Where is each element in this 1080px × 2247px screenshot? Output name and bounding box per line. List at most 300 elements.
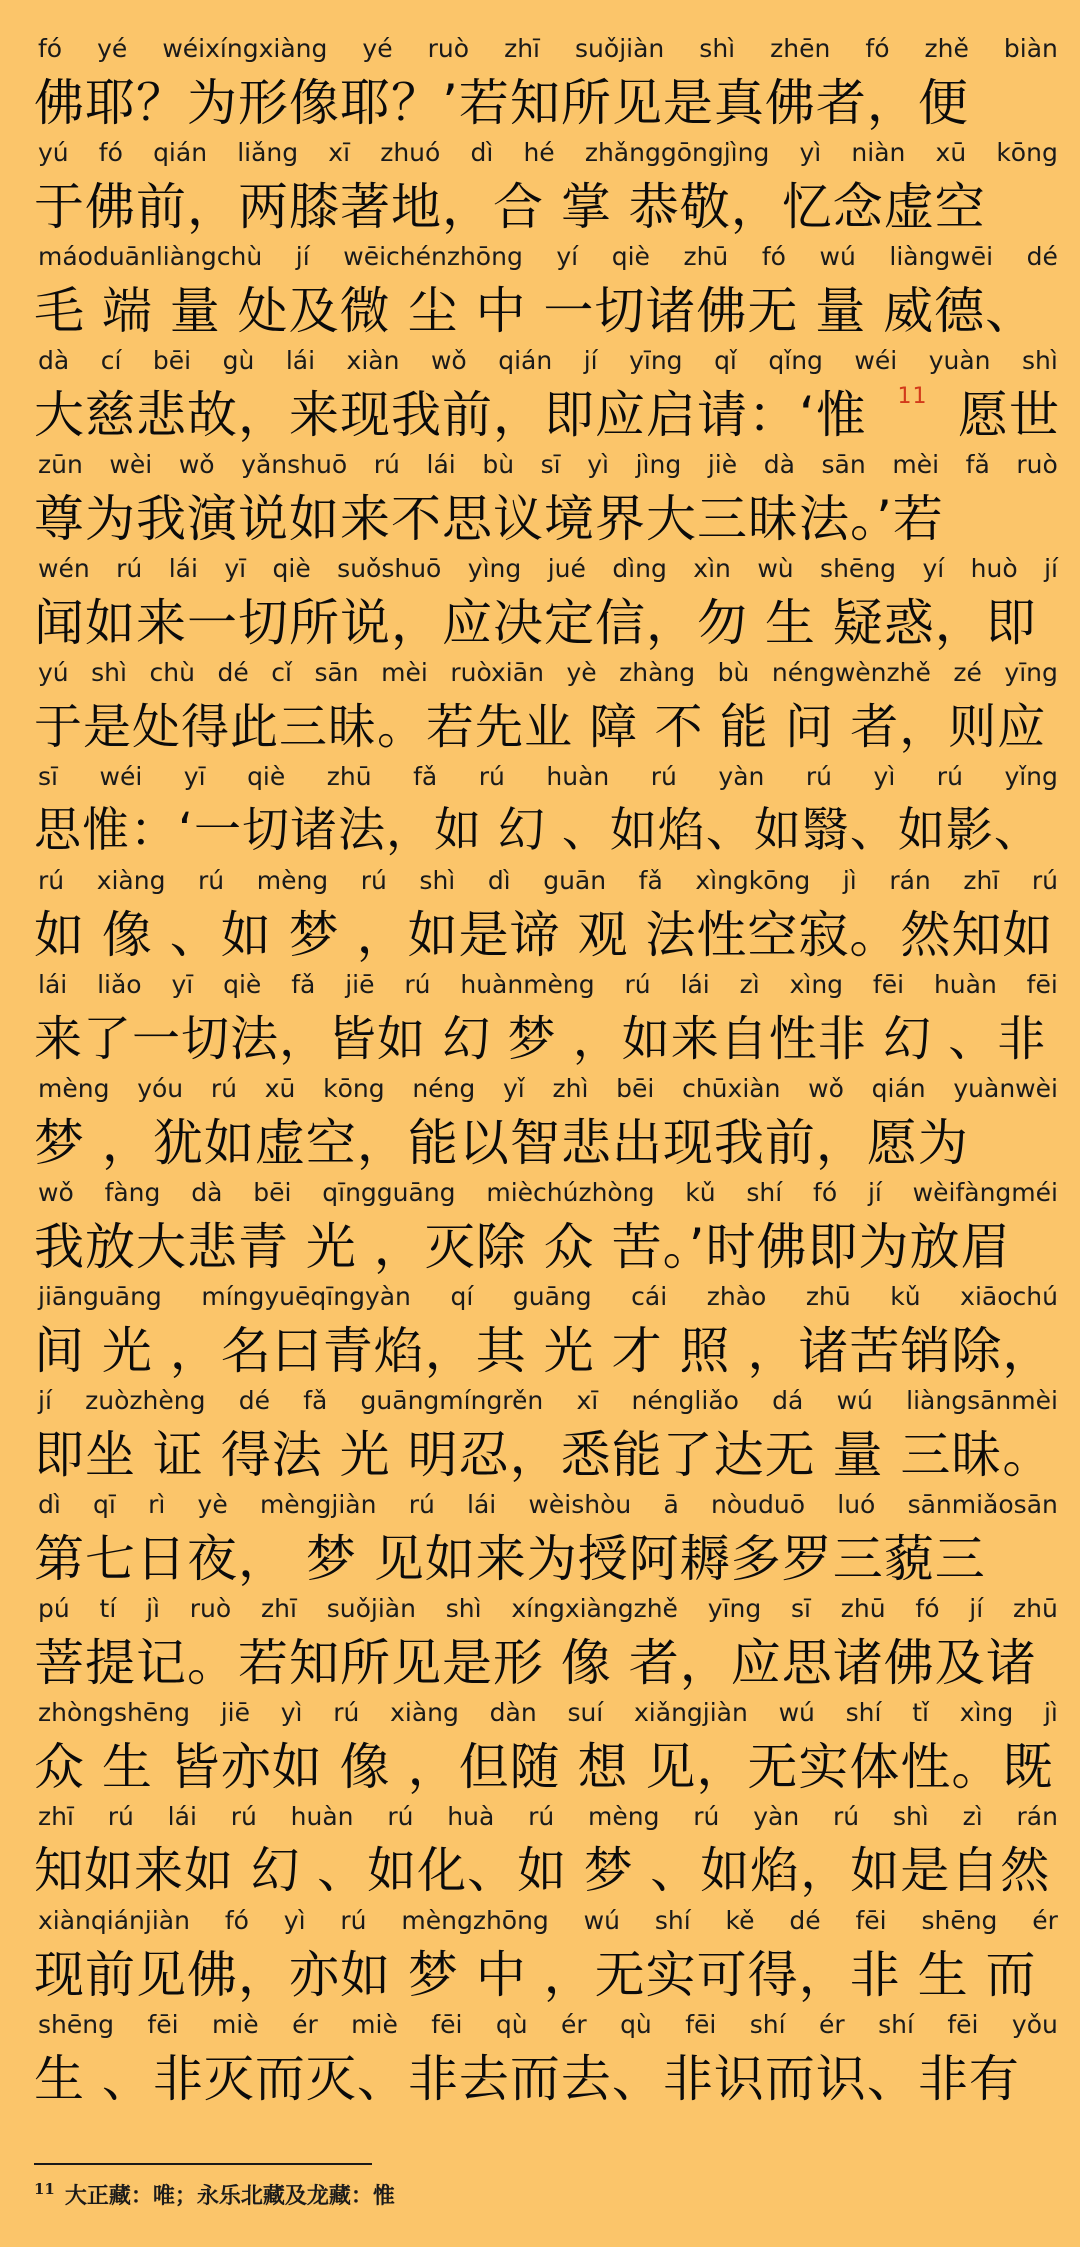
pinyin-syllable: liàngsānmèi bbox=[906, 1386, 1058, 1415]
pinyin-syllable: shì bbox=[892, 1802, 929, 1831]
pinyin-syllable: rú bbox=[528, 1802, 555, 1831]
pinyin-syllable: fēi bbox=[685, 2010, 717, 2039]
pinyin-syllable: máoduānliàngchù bbox=[38, 242, 263, 271]
pinyin-syllable: xiàn bbox=[346, 346, 400, 375]
pinyin-line bbox=[38, 238, 1058, 276]
pinyin-syllable: lái bbox=[168, 554, 198, 583]
pinyin-line bbox=[38, 2006, 1058, 2044]
hanzi-line: 我放大悲青 光 ，灭除 众 苦。’时佛即为放眉 bbox=[34, 1218, 1012, 1276]
pinyin-syllable: zhòngshēng bbox=[38, 1698, 190, 1727]
pinyin-syllable: bēi bbox=[616, 1074, 655, 1103]
pinyin-syllable: jiè bbox=[707, 450, 738, 479]
pinyin-syllable: dá bbox=[772, 1386, 804, 1415]
hanzi-segment: 大慈悲故，来现我前，即应启请：‘惟 bbox=[34, 386, 867, 444]
pinyin-syllable: xiàng bbox=[390, 1698, 459, 1727]
footnote-marker[interactable]: 11 bbox=[897, 384, 928, 409]
pinyin-syllable: fó bbox=[98, 138, 123, 167]
footnote bbox=[34, 2176, 395, 2216]
pinyin-syllable: fó bbox=[38, 34, 63, 63]
pinyin-syllable: kōng bbox=[996, 138, 1058, 167]
pinyin-syllable: qián bbox=[498, 346, 553, 375]
pinyin-syllable: ér bbox=[292, 2010, 318, 2039]
pinyin-syllable: bēi bbox=[253, 1178, 292, 1207]
pinyin-syllable: shì bbox=[445, 1594, 482, 1623]
pinyin-syllable: jí bbox=[969, 1594, 984, 1623]
pinyin-syllable: rú bbox=[210, 1074, 237, 1103]
pinyin-syllable: shēng bbox=[820, 554, 897, 583]
pinyin-syllable: wéixíngxiàng bbox=[162, 34, 328, 63]
pinyin-syllable: ér bbox=[560, 2010, 587, 2039]
pinyin-syllable: mèng bbox=[256, 866, 329, 895]
pinyin-syllable: rú bbox=[650, 762, 677, 791]
pinyin-syllable: yú bbox=[38, 138, 69, 167]
pinyin-syllable: fēi bbox=[872, 970, 905, 999]
pinyin-syllable: zì bbox=[962, 1802, 983, 1831]
pinyin-syllable: rú bbox=[404, 970, 431, 999]
text-line bbox=[0, 2006, 1080, 2110]
pinyin-syllable: wú bbox=[583, 1906, 620, 1935]
hanzi-line: 即坐 证 得法 光 明忍，悉能了达无 量 三昧。 bbox=[34, 1426, 1054, 1484]
pinyin-syllable: néngwènzhě bbox=[771, 658, 931, 687]
text-line bbox=[0, 1278, 1080, 1382]
pinyin-syllable: shí bbox=[746, 1178, 783, 1207]
pinyin-syllable: liǎng bbox=[237, 138, 299, 167]
hanzi-line-with-footnote bbox=[34, 384, 1060, 446]
pinyin-syllable: rán bbox=[889, 866, 931, 895]
pinyin-syllable: mièchúzhòng bbox=[486, 1178, 655, 1207]
pinyin-syllable: fēi bbox=[855, 1906, 887, 1935]
hanzi-line: 思惟：‘一切诸法，如 幻 、如焰、如翳、如影、 bbox=[34, 803, 1042, 858]
pinyin-line bbox=[38, 1174, 1058, 1212]
pinyin-syllable: rú bbox=[833, 1802, 860, 1831]
pinyin-syllable: xìng bbox=[789, 970, 844, 999]
pinyin-syllable: guāngmíngrěn bbox=[360, 1386, 544, 1415]
pinyin-syllable: yé bbox=[362, 34, 393, 63]
pinyin-syllable: fǎ bbox=[965, 450, 990, 479]
pinyin-syllable: yǒu bbox=[1011, 2010, 1058, 2039]
pinyin-syllable: mèi bbox=[892, 450, 940, 479]
pinyin-syllable: zhàng bbox=[619, 658, 696, 687]
pinyin-syllable: lái bbox=[426, 450, 456, 479]
pinyin-syllable: wǒ bbox=[38, 1178, 74, 1207]
pinyin-syllable: yàn bbox=[753, 1802, 800, 1831]
pinyin-syllable: jí bbox=[1044, 554, 1058, 583]
pinyin-syllable: yīng bbox=[1004, 658, 1058, 687]
pinyin-syllable: rì bbox=[148, 1490, 166, 1519]
pinyin-syllable: yè bbox=[197, 1490, 228, 1519]
pinyin-syllable: shí bbox=[845, 1698, 882, 1727]
pinyin-syllable: huàn bbox=[290, 1802, 354, 1831]
hanzi-line: 梦 ，犹如虚空，能以智悲出现我前，愿为 bbox=[34, 1114, 969, 1172]
pinyin-syllable: liǎo bbox=[97, 970, 142, 999]
pinyin-syllable: fó bbox=[224, 1906, 249, 1935]
pinyin-line bbox=[38, 1902, 1058, 1940]
text-line bbox=[0, 238, 1080, 342]
pinyin-syllable: yóu bbox=[137, 1074, 184, 1103]
pinyin-syllable: yǎnshuō bbox=[241, 450, 348, 479]
pinyin-syllable: zhī bbox=[260, 1594, 297, 1623]
pinyin-syllable: rú bbox=[478, 762, 505, 791]
pinyin-syllable: bēi bbox=[152, 346, 192, 375]
pinyin-syllable: jì bbox=[146, 1594, 160, 1623]
pinyin-syllable: rú bbox=[340, 1906, 367, 1935]
pinyin-syllable: rú bbox=[38, 866, 65, 895]
pinyin-syllable: suǒjiàn bbox=[326, 1594, 416, 1623]
pinyin-syllable: wú bbox=[836, 1386, 873, 1415]
pinyin-syllable: jiē bbox=[220, 1698, 250, 1727]
pinyin-syllable: zhào bbox=[706, 1282, 767, 1311]
pinyin-syllable: kǔ bbox=[685, 1178, 716, 1207]
pinyin-syllable: chù bbox=[149, 658, 195, 687]
pinyin-syllable: wéi bbox=[99, 762, 143, 791]
pinyin-syllable: guāng bbox=[512, 1282, 592, 1311]
pinyin-syllable: fǎ bbox=[303, 1386, 328, 1415]
text-line bbox=[0, 446, 1080, 550]
pinyin-syllable: dì bbox=[487, 866, 511, 895]
pinyin-syllable: yí bbox=[556, 242, 579, 271]
pinyin-syllable: dé bbox=[1026, 242, 1058, 271]
text-line bbox=[0, 758, 1080, 862]
hanzi-line: 间 光 ，名曰青焰，其 光 才 照 ，诸苦销除， bbox=[34, 1322, 1054, 1380]
pinyin-syllable: fēi bbox=[1026, 970, 1058, 999]
text-line bbox=[0, 966, 1080, 1070]
pinyin-syllable: shì bbox=[699, 34, 736, 63]
pinyin-syllable: fó bbox=[865, 34, 890, 63]
pinyin-syllable: yì bbox=[283, 1906, 306, 1935]
text-line bbox=[0, 862, 1080, 966]
pinyin-syllable: ā bbox=[663, 1490, 679, 1519]
pinyin-syllable: rú bbox=[373, 450, 400, 479]
pinyin-syllable: miè bbox=[211, 2010, 259, 2039]
pinyin-syllable: biàn bbox=[1003, 34, 1058, 63]
pinyin-syllable: shì bbox=[419, 866, 456, 895]
pinyin-syllable: dà bbox=[38, 346, 70, 375]
text-line bbox=[0, 1902, 1080, 2006]
pinyin-syllable: fēi bbox=[147, 2010, 179, 2039]
pinyin-syllable: tí bbox=[99, 1594, 117, 1623]
hanzi-line: 佛耶？为形像耶？’若知所见是真佛者，便 bbox=[34, 74, 969, 132]
pinyin-syllable: rú bbox=[624, 970, 651, 999]
pinyin-syllable: yīng bbox=[629, 346, 683, 375]
pinyin-syllable: xiàng bbox=[96, 866, 166, 895]
pinyin-syllable: rú bbox=[408, 1490, 435, 1519]
pinyin-syllable: dì bbox=[38, 1490, 61, 1519]
pinyin-syllable: zhǎnggōngjìng bbox=[584, 138, 770, 167]
pinyin-syllable: yī bbox=[171, 970, 194, 999]
pinyin-syllable: zì bbox=[739, 970, 760, 999]
pinyin-syllable: ruò bbox=[1016, 450, 1058, 479]
pinyin-syllable: yè bbox=[566, 658, 597, 687]
hanzi-line: 于佛前，两膝著地，合 掌 恭敬，忆念虚空 bbox=[34, 178, 986, 236]
pinyin-syllable: xī bbox=[328, 138, 351, 167]
pinyin-syllable: wèishòu bbox=[528, 1490, 632, 1519]
pinyin-syllable: guān bbox=[543, 866, 607, 895]
pinyin-line bbox=[38, 1694, 1058, 1732]
pinyin-line bbox=[38, 134, 1058, 172]
pinyin-syllable: rú bbox=[333, 1698, 360, 1727]
pinyin-syllable: jué bbox=[547, 554, 586, 583]
pinyin-syllable: shì bbox=[91, 658, 127, 687]
pinyin-syllable: fǎ bbox=[638, 866, 663, 895]
pinyin-syllable: ér bbox=[1032, 1906, 1058, 1935]
pinyin-syllable: dé bbox=[238, 1386, 270, 1415]
pinyin-syllable: wú bbox=[778, 1698, 815, 1727]
pinyin-syllable: rú bbox=[1031, 866, 1058, 895]
hanzi-line: 菩提记。若知所见是形 像 者，应思诸佛及诸 bbox=[34, 1634, 1037, 1692]
pinyin-syllable: rú bbox=[387, 1802, 414, 1831]
pinyin-syllable: liàngwēi bbox=[889, 242, 994, 271]
pinyin-syllable: qǐ bbox=[714, 346, 737, 375]
pinyin-syllable: rú bbox=[805, 762, 833, 791]
pinyin-syllable: wǒ bbox=[808, 1074, 844, 1103]
pinyin-syllable: jí bbox=[867, 1178, 882, 1207]
pinyin-syllable: wēichénzhōng bbox=[343, 242, 523, 271]
pinyin-syllable: qián bbox=[871, 1074, 926, 1103]
pinyin-syllable: zhī bbox=[504, 34, 540, 63]
pinyin-syllable: dà bbox=[191, 1178, 223, 1207]
pinyin-syllable: rú bbox=[693, 1802, 720, 1831]
pinyin-syllable: lái bbox=[285, 346, 316, 375]
pinyin-syllable: ér bbox=[819, 2010, 845, 2039]
pinyin-line bbox=[38, 1070, 1058, 1108]
pinyin-syllable: mèng bbox=[588, 1802, 660, 1831]
pinyin-line bbox=[38, 1798, 1058, 1836]
text-line bbox=[0, 30, 1080, 134]
pinyin-syllable: qián bbox=[153, 138, 208, 167]
pinyin-syllable: huàn bbox=[546, 762, 610, 791]
text-line bbox=[0, 1590, 1080, 1694]
pinyin-syllable: qiè bbox=[611, 242, 650, 271]
pinyin-syllable: zhě bbox=[924, 34, 969, 63]
pinyin-syllable: mèngzhōng bbox=[401, 1906, 549, 1935]
pinyin-syllable: shí bbox=[749, 2010, 786, 2039]
pinyin-syllable: bù bbox=[717, 658, 750, 687]
pinyin-syllable: sī bbox=[791, 1594, 811, 1623]
pinyin-syllable: sān bbox=[314, 658, 359, 687]
pinyin-syllable: zhēn bbox=[770, 34, 831, 63]
pinyin-syllable: jí bbox=[583, 346, 598, 375]
pinyin-syllable: zhī bbox=[38, 1802, 74, 1831]
pinyin-syllable: dé bbox=[217, 658, 249, 687]
pinyin-syllable: yí bbox=[922, 554, 945, 583]
pinyin-syllable: hé bbox=[523, 138, 555, 167]
pinyin-syllable: qīngguāng bbox=[322, 1178, 456, 1207]
pinyin-syllable: shì bbox=[1022, 346, 1058, 375]
text-line bbox=[0, 1694, 1080, 1798]
pinyin-syllable: dìng bbox=[612, 554, 667, 583]
pinyin-syllable: xìn bbox=[693, 554, 731, 583]
pinyin-syllable: yì bbox=[280, 1698, 303, 1727]
pinyin-syllable: shí bbox=[878, 2010, 914, 2039]
pinyin-syllable: shēng bbox=[921, 1906, 998, 1935]
hanzi-line: 现前见佛，亦如 梦 中 ，无实可得，非 生 而 bbox=[34, 1946, 1037, 2004]
hanzi-line: 知如来如 幻 、如化、如 梦 、如焰，如是自然 bbox=[34, 1842, 1051, 1899]
pinyin-syllable: yī bbox=[183, 762, 206, 791]
pinyin-syllable: pú bbox=[38, 1594, 70, 1623]
pinyin-syllable: xiǎngjiàn bbox=[634, 1698, 748, 1727]
pinyin-syllable: jiānguāng bbox=[38, 1282, 162, 1311]
hanzi-line: 闻如来一切所说，应决定信，勿 生 疑惑，即 bbox=[34, 594, 1037, 652]
pinyin-syllable: ruòxiān bbox=[450, 658, 544, 687]
pinyin-syllable: kōng bbox=[323, 1074, 385, 1103]
pinyin-syllable: niàn bbox=[851, 138, 906, 167]
pinyin-syllable: jí bbox=[295, 242, 310, 271]
pinyin-syllable: mèng bbox=[38, 1074, 110, 1103]
pinyin-syllable: qiè bbox=[272, 554, 311, 583]
pinyin-syllable: fó bbox=[761, 242, 786, 271]
pinyin-syllable: dì bbox=[470, 138, 494, 167]
pinyin-syllable: xī bbox=[576, 1386, 599, 1415]
text-line bbox=[0, 1174, 1080, 1278]
hanzi-line: 第七日夜， 梦 见如来为授阿耨多罗三藐三 bbox=[34, 1530, 986, 1588]
pinyin-syllable: wǒ bbox=[430, 346, 467, 375]
text-line bbox=[0, 134, 1080, 238]
pinyin-syllable: zhū bbox=[683, 242, 729, 271]
pinyin-syllable: yīng bbox=[707, 1594, 762, 1623]
pinyin-syllable: zhū bbox=[326, 762, 372, 791]
pinyin-syllable: rú bbox=[230, 1802, 257, 1831]
text-line bbox=[0, 1486, 1080, 1590]
pinyin-syllable: rú bbox=[198, 866, 225, 895]
hanzi-segment: 愿世 bbox=[958, 386, 1060, 444]
pinyin-syllable: mèi bbox=[381, 658, 428, 687]
pinyin-syllable: cǐ bbox=[271, 658, 292, 687]
pinyin-line bbox=[38, 1590, 1058, 1628]
pinyin-syllable: yì bbox=[873, 762, 896, 791]
footnote-text: 大正藏：唯；永乐北藏及龙藏：惟 bbox=[64, 2183, 395, 2209]
pinyin-syllable: lái bbox=[167, 1802, 197, 1831]
pinyin-syllable: suǒjiàn bbox=[575, 34, 665, 63]
hanzi-line: 于是处得此三昧。若先业 障 不 能 问 者，则应 bbox=[34, 699, 1047, 755]
pinyin-syllable: sī bbox=[540, 450, 561, 479]
pinyin-syllable: dàn bbox=[489, 1698, 537, 1727]
pinyin-syllable: dà bbox=[763, 450, 795, 479]
hanzi-line: 毛 端 量 处及微 尘 中 一切诸佛无 量 威德、 bbox=[34, 282, 1037, 340]
pinyin-syllable: jì bbox=[842, 866, 857, 895]
text-line bbox=[0, 1070, 1080, 1174]
pinyin-syllable: zhī bbox=[963, 866, 1000, 895]
pinyin-syllable: rán bbox=[1016, 1802, 1058, 1831]
text-line bbox=[0, 342, 1080, 446]
pinyin-syllable: chūxiàn bbox=[682, 1074, 781, 1103]
pinyin-syllable: ruò bbox=[427, 34, 470, 63]
pinyin-syllable: qù bbox=[495, 2010, 528, 2039]
pinyin-syllable: jìng bbox=[635, 450, 682, 479]
pinyin-syllable: mèngjiàn bbox=[259, 1490, 377, 1519]
pinyin-syllable: rú bbox=[116, 554, 143, 583]
pinyin-syllable: jiē bbox=[345, 970, 375, 999]
pinyin-syllable: sī bbox=[38, 762, 58, 791]
pinyin-syllable: wǒ bbox=[178, 450, 215, 479]
pinyin-line bbox=[38, 446, 1058, 484]
pinyin-syllable: suí bbox=[567, 1698, 604, 1727]
pinyin-syllable: bù bbox=[482, 450, 515, 479]
pinyin-syllable: qù bbox=[620, 2010, 652, 2039]
pinyin-syllable: huàn bbox=[933, 970, 997, 999]
pinyin-syllable: wén bbox=[38, 554, 90, 583]
pinyin-syllable: yì bbox=[587, 450, 609, 479]
pinyin-syllable: yǐ bbox=[503, 1074, 525, 1103]
pinyin-syllable: sānmiǎosān bbox=[907, 1490, 1058, 1519]
pinyin-line bbox=[38, 550, 1058, 588]
pinyin-syllable: yì bbox=[799, 138, 822, 167]
pinyin-line bbox=[38, 966, 1058, 1004]
pinyin-syllable: sān bbox=[821, 450, 866, 479]
pinyin-syllable: zhū bbox=[805, 1282, 851, 1311]
pinyin-syllable: nòuduō bbox=[711, 1490, 806, 1519]
pinyin-syllable: huà bbox=[447, 1802, 495, 1831]
pinyin-syllable: qǐng bbox=[768, 346, 823, 375]
pinyin-syllable: qiè bbox=[223, 970, 262, 999]
pinyin-syllable: lái bbox=[38, 970, 68, 999]
pinyin-syllable: fó bbox=[813, 1178, 838, 1207]
pinyin-syllable: zhì bbox=[552, 1074, 589, 1103]
pinyin-syllable: kě bbox=[725, 1906, 755, 1935]
pinyin-syllable: zhū bbox=[840, 1594, 886, 1623]
pinyin-syllable: yìng bbox=[467, 554, 522, 583]
pinyin-syllable: fǎ bbox=[291, 970, 316, 999]
pinyin-syllable: xiànqiánjiàn bbox=[38, 1906, 190, 1935]
pinyin-syllable: zhū bbox=[1013, 1594, 1058, 1623]
pinyin-syllable: xū bbox=[264, 1074, 296, 1103]
pinyin-syllable: cái bbox=[631, 1282, 668, 1311]
pinyin-syllable: xìng bbox=[959, 1698, 1014, 1727]
pinyin-syllable: fēi bbox=[431, 2010, 463, 2039]
text-line bbox=[0, 1798, 1080, 1902]
pinyin-syllable: yàn bbox=[718, 762, 765, 791]
pinyin-line bbox=[38, 30, 1058, 68]
pinyin-syllable: rú bbox=[936, 762, 963, 791]
pinyin-syllable: lái bbox=[467, 1490, 497, 1519]
footnote-divider bbox=[34, 2163, 372, 2165]
pinyin-syllable: rú bbox=[360, 866, 387, 895]
hanzi-line: 生 、非灭而灭、非去而去、非识而识、非有 bbox=[34, 2050, 1020, 2108]
pinyin-syllable: yǐng bbox=[1004, 762, 1058, 791]
pinyin-syllable: jí bbox=[38, 1386, 52, 1415]
pinyin-syllable: wù bbox=[757, 554, 794, 583]
pinyin-syllable: lái bbox=[680, 970, 710, 999]
pinyin-syllable: fàng bbox=[104, 1178, 161, 1207]
hanzi-line: 尊为我演说如来不思议境界大三昧法。’若 bbox=[34, 490, 944, 548]
pinyin-line bbox=[38, 1278, 1058, 1316]
pinyin-syllable: xū bbox=[935, 138, 967, 167]
pinyin-syllable: rú bbox=[107, 1802, 134, 1831]
pinyin-line bbox=[38, 1486, 1058, 1524]
pinyin-syllable: gù bbox=[222, 346, 255, 375]
pinyin-syllable: suǒshuō bbox=[337, 554, 442, 583]
pinyin-syllable: néngliǎo bbox=[631, 1386, 739, 1415]
pinyin-line bbox=[38, 654, 1058, 692]
pinyin-syllable: miè bbox=[351, 2010, 398, 2039]
pinyin-syllable: yuàn bbox=[928, 346, 991, 375]
pinyin-syllable: zhuó bbox=[380, 138, 441, 167]
pinyin-syllable: qī bbox=[93, 1490, 116, 1519]
pinyin-syllable: yī bbox=[224, 554, 247, 583]
pinyin-syllable: wú bbox=[819, 242, 856, 271]
pinyin-syllable: jì bbox=[1043, 1698, 1058, 1727]
pinyin-syllable: zé bbox=[953, 658, 982, 687]
pinyin-syllable: zūn bbox=[38, 450, 83, 479]
pinyin-syllable: xiāochú bbox=[960, 1282, 1058, 1311]
pinyin-syllable: shí bbox=[654, 1906, 691, 1935]
hanzi-line: 众 生 皆亦如 像 ，但随 想 见，无实体性。既 bbox=[34, 1738, 1054, 1796]
pinyin-syllable: tǐ bbox=[912, 1698, 929, 1727]
pinyin-syllable: huànmèng bbox=[460, 970, 595, 999]
pinyin-syllable: dé bbox=[789, 1906, 821, 1935]
pinyin-syllable: fǎ bbox=[413, 762, 438, 791]
pinyin-syllable: kǔ bbox=[890, 1282, 921, 1311]
pinyin-line bbox=[38, 862, 1058, 900]
